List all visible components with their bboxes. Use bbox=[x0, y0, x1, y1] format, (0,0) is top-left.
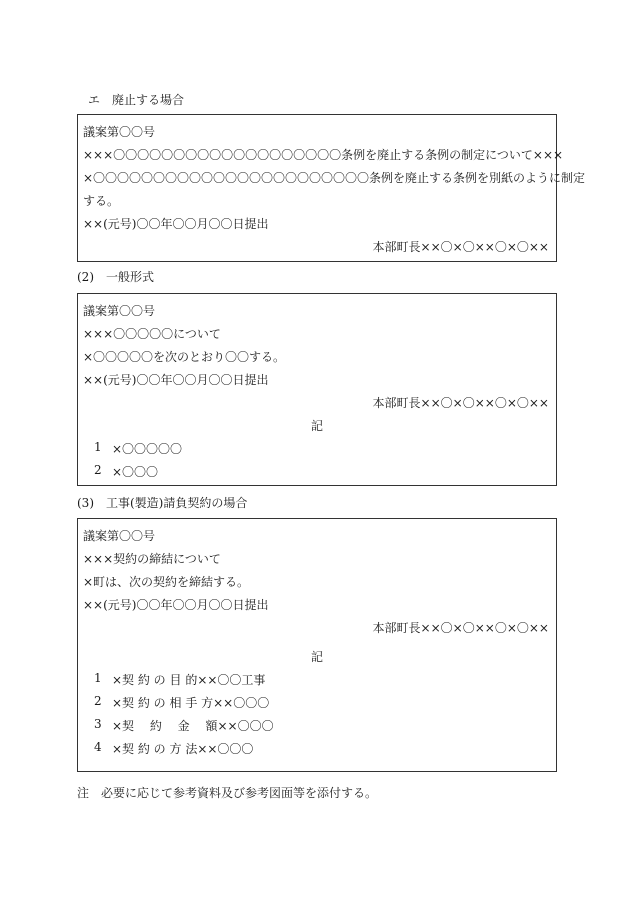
section-e-box bbox=[77, 114, 586, 262]
bill-title: ×××契約の締結について bbox=[83, 552, 221, 566]
bill-body: ×町は、次の契約を締結する。 bbox=[83, 575, 250, 589]
submission-date: ××(元号)〇〇年〇〇月〇〇日提出 bbox=[83, 598, 269, 612]
bill-title: ×××〇〇〇〇〇〇〇〇〇〇〇〇〇〇〇〇〇〇〇条例を廃止する条例の制定について××× bbox=[83, 148, 564, 162]
item-text: ×〇〇〇〇〇 bbox=[112, 442, 183, 456]
item-number: 1 bbox=[94, 440, 102, 454]
bill-body-cont: する。 bbox=[83, 194, 120, 208]
item-number: 1 bbox=[94, 671, 102, 685]
item-text: ×〇〇〇 bbox=[112, 465, 159, 479]
submission-date: ××(元号)〇〇年〇〇月〇〇日提出 bbox=[83, 373, 269, 387]
bill-number: 議案第〇〇号 bbox=[83, 529, 156, 543]
bill-number: 議案第〇〇号 bbox=[83, 125, 156, 139]
ki-label: 記 bbox=[310, 650, 323, 664]
bill-title: ×××〇〇〇〇〇について bbox=[83, 327, 221, 341]
signature: 本部町長××〇×〇××〇×〇×× bbox=[372, 240, 549, 254]
bill-number: 議案第〇〇号 bbox=[83, 304, 156, 318]
item-number: 2 bbox=[94, 463, 102, 477]
section-2-heading: (2) 一般形式 bbox=[77, 270, 154, 284]
signature: 本部町長××〇×〇××〇×〇×× bbox=[372, 396, 549, 410]
item-text: ×契 約 の 方 法××〇〇〇 bbox=[112, 742, 254, 756]
section-2-box bbox=[77, 293, 557, 486]
section-3-heading: (3) 工事(製造)請負契約の場合 bbox=[77, 496, 248, 510]
item-number: 2 bbox=[94, 694, 102, 708]
signature: 本部町長××〇×〇××〇×〇×× bbox=[372, 621, 549, 635]
item-text: ×契 約 の 相 手 方××〇〇〇 bbox=[112, 696, 270, 710]
item-text: ×契 約 の 目 的××〇〇工事 bbox=[112, 673, 266, 687]
submission-date: ××(元号)〇〇年〇〇月〇〇日提出 bbox=[83, 217, 269, 231]
item-number: 3 bbox=[94, 717, 102, 731]
section-e-heading: エ 廃止する場合 bbox=[88, 93, 185, 107]
item-number: 4 bbox=[94, 740, 102, 754]
section-3-box bbox=[77, 518, 557, 772]
ki-label: 記 bbox=[310, 419, 323, 433]
bill-body: ×〇〇〇〇〇を次のとおり〇〇する。 bbox=[83, 350, 286, 364]
bill-body: ×〇〇〇〇〇〇〇〇〇〇〇〇〇〇〇〇〇〇〇〇〇〇〇条例を廃止する条例を別紙のように制定 bbox=[83, 171, 586, 185]
footnote: 注 必要に応じて参考資料及び参考図面等を添付する。 bbox=[77, 786, 378, 800]
item-text: ×契 約 金 額××〇〇〇 bbox=[112, 719, 274, 733]
